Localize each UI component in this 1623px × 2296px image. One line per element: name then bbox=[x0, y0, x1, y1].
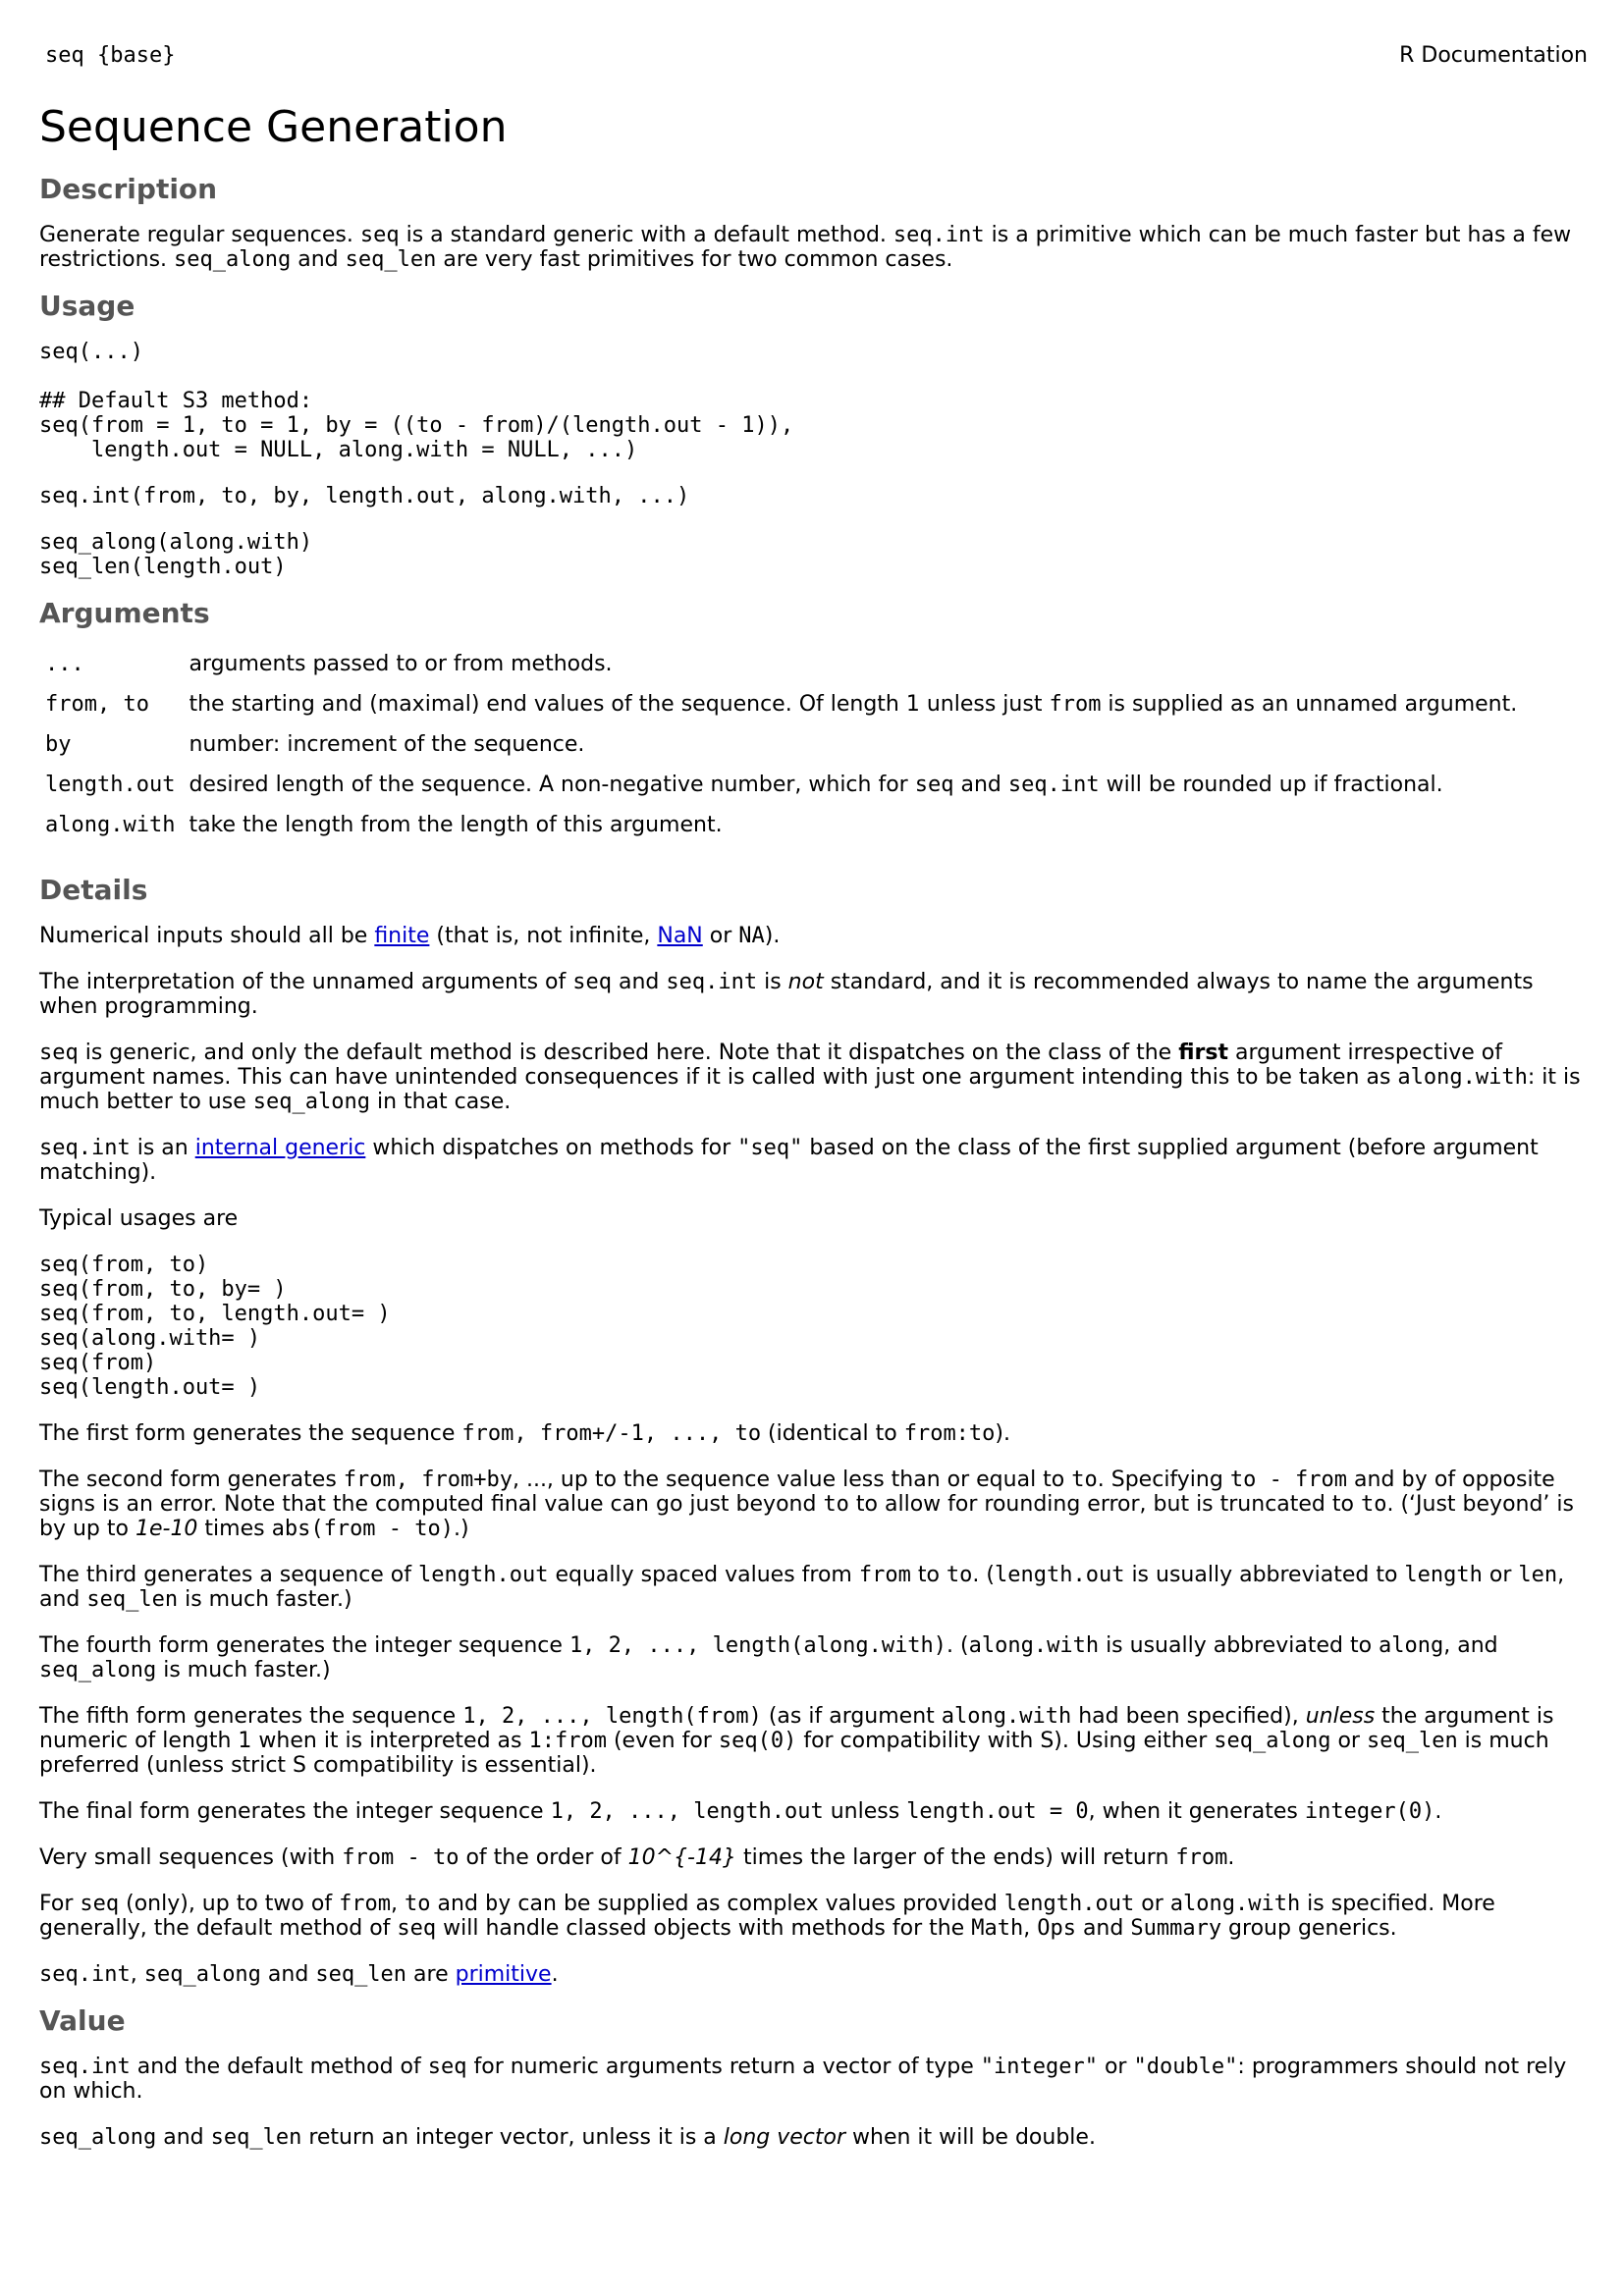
argument-desc: the starting and (maximal) end values of the sequence. Of length 1 unless just from is supplied as an unnamed argument. bbox=[189, 692, 1518, 717]
argument-desc: arguments passed to or from methods. bbox=[189, 652, 613, 676]
value-p1: seq.int and the default method of seq for numeric arguments return a vector of type "integer" or "double": programmers should not rely on which. bbox=[39, 2055, 1567, 2104]
page-header bbox=[45, 43, 1588, 73]
section-arguments: Arguments bbox=[39, 597, 210, 629]
details-p7: The second form generates from, from+by, ..., up to the sequence value less than or equal to to. Specifying to - from and by of opposite signs is an error. Note that the computed final value can go just beyond to to allow for rounding error, but is truncated to to. (‘Just beyond’ is by up to 1e-10 times abs(from - to).) bbox=[39, 1468, 1574, 1541]
value-p2: seq_along and seq_len return an integer vector, unless it is a long vector when it will be double. bbox=[39, 2125, 1096, 2150]
link-internal-generic[interactable]: internal generic bbox=[194, 1136, 366, 1160]
table-row bbox=[39, 727, 1523, 768]
section-value: Value bbox=[39, 2004, 126, 2037]
details-p3: seq is generic, and only the default method is described here. Note that it dispatches on the class of the first argument irrespective of argument names. This can have unintended consequences if it is called with just one argument intending this to be taken as along.with: it is much better to use seq_along in that case. bbox=[39, 1041, 1581, 1114]
details-p14: seq.int, seq_along and seq_len are primitive. bbox=[39, 1962, 559, 1987]
details-p8: The third generates a sequence of length.out equally spaced values from from to to. (length.out is usually abbreviated to length or len, and seq_len is much faster.) bbox=[39, 1563, 1565, 1612]
argument-name: ... bbox=[45, 652, 84, 676]
argument-name: from, to bbox=[45, 692, 149, 717]
details-p13: For seq (only), up to two of from, to and by can be supplied as complex values provided length.out or along.with is specified. More generally, the default method of seq will handle classed objects with methods for the Math, Ops and Summary group generics. bbox=[39, 1892, 1495, 1941]
argument-name: length.out bbox=[45, 773, 176, 797]
details-p12: Very small sequences (with from - to of the order of 10^{-14} times the larger of the ends) will return from. bbox=[39, 1845, 1235, 1870]
table-row bbox=[39, 687, 1523, 727]
arguments-table bbox=[39, 647, 1523, 848]
usage-code-2: seq.int(from, to, by, length.out, along.with, ...) bbox=[39, 484, 690, 508]
argument-name: along.with bbox=[45, 813, 176, 837]
details-p11: The final form generates the integer sequence 1, 2, ..., length.out unless length.out = 0, when it generates integer(0). bbox=[39, 1799, 1442, 1824]
table-row bbox=[39, 808, 1523, 848]
details-p10: The fifth form generates the sequence 1, 2, ..., length(from) (as if argument along.with had been specified), unless the argument is numeric of length 1 when it is interpreted as 1:from (even for seq(0) for compatibility with S). Using either seq_along or seq_len is much preferred (unless strict S compatibility is essential). bbox=[39, 1704, 1554, 1778]
details-p9: The fourth form generates the integer sequence 1, 2, ..., length(along.with). (along.with is usually abbreviated to along, and seq_along is much faster.) bbox=[39, 1633, 1498, 1682]
topic-label: seq {base} bbox=[45, 43, 176, 68]
argument-desc: number: increment of the sequence. bbox=[189, 732, 585, 757]
argument-name: by bbox=[45, 732, 72, 757]
usage-code-3: seq_along(along.with) seq_len(length.out) bbox=[39, 530, 313, 579]
details-p4: seq.int is an internal generic which dispatches on methods for "seq" based on the class of the first supplied argument (before argument matching). bbox=[39, 1136, 1539, 1185]
description-text: Generate regular sequences. seq is a standard generic with a default method. seq.int is a primitive which can be much faster but has a few restrictions. seq_along and seq_len are very fast primitives for two common cases. bbox=[39, 223, 1572, 272]
link-primitive[interactable]: primitive bbox=[455, 1962, 552, 1987]
details-p6: The first form generates the sequence from, from+/-1, ..., to (identical to from:to). bbox=[39, 1421, 1010, 1446]
argument-desc: desired length of the sequence. A non-negative number, which for seq and seq.int will be rounded up if fractional. bbox=[189, 773, 1443, 797]
link-finite[interactable]: finite bbox=[374, 924, 430, 948]
section-usage: Usage bbox=[39, 290, 135, 322]
details-p1: Numerical inputs should all be finite (that is, not infinite, NaN or NA). bbox=[39, 924, 781, 948]
link-nan[interactable]: NaN bbox=[657, 924, 703, 948]
details-p5: Typical usages are bbox=[39, 1206, 239, 1231]
table-row bbox=[39, 768, 1523, 808]
doc-label: R Documentation bbox=[1399, 43, 1588, 68]
page-title: Sequence Generation bbox=[39, 102, 508, 152]
table-row bbox=[39, 647, 1523, 687]
typical-usages-code: seq(from, to) seq(from, to, by= ) seq(from, to, length.out= ) seq(along.with= ) seq(from) seq(length.out= ) bbox=[39, 1253, 391, 1400]
section-details: Details bbox=[39, 874, 148, 906]
details-p2: The interpretation of the unnamed arguments of seq and seq.int is not standard, and it is recommended always to name the arguments when programming. bbox=[39, 970, 1534, 1019]
section-description: Description bbox=[39, 173, 218, 205]
argument-desc: take the length from the length of this argument. bbox=[189, 813, 723, 837]
usage-code-1: seq(...) ## Default S3 method: seq(from = 1, to = 1, by = ((to - from)/(length.out - 1)), length.out = NULL, along.with = NULL, ...) bbox=[39, 340, 794, 462]
content bbox=[39, 173, 1591, 2171]
